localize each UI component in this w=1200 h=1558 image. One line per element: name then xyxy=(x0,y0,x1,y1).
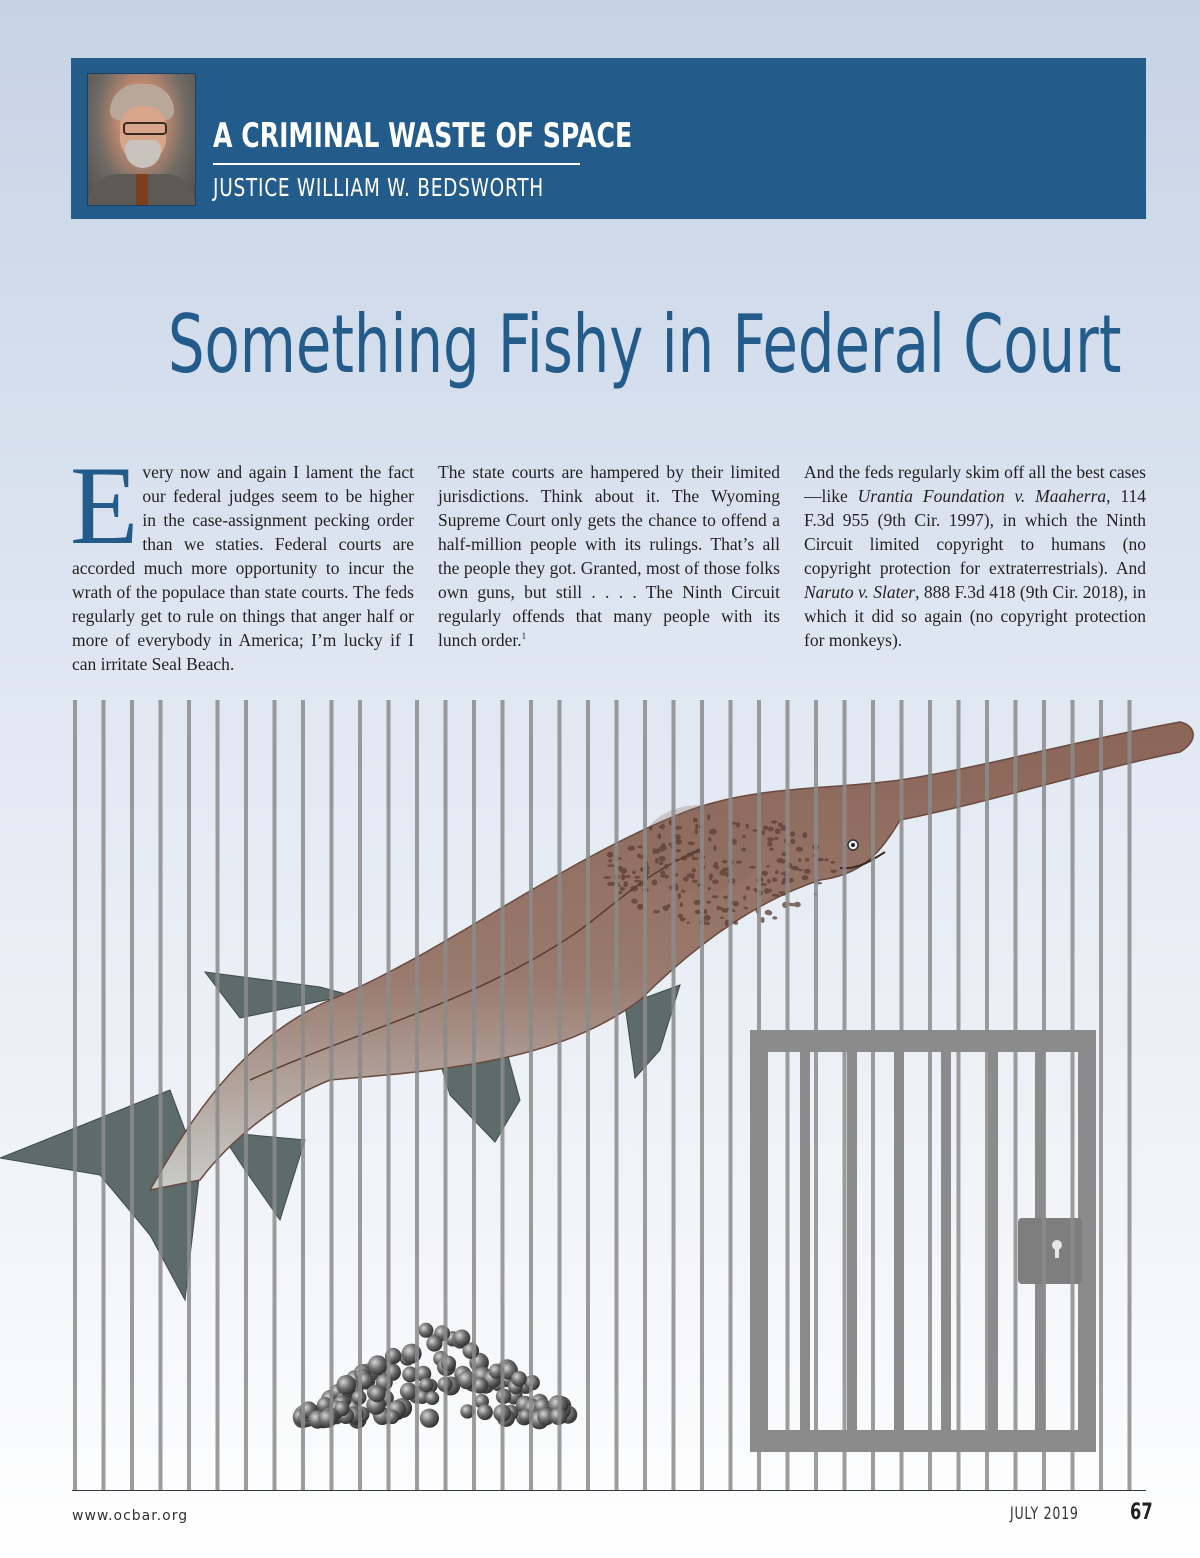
column-3-text-1: And the feds regularly skim off all the best cases—like xyxy=(804,462,1146,506)
column-3-text-3: , 888 F.3d 418 (9th Cir. 2018), in which it did so again (no copyright protection for monkeys). xyxy=(804,582,1146,650)
column-author: JUSTICE WILLIAM W. BEDSWORTH xyxy=(213,173,544,202)
author-photo xyxy=(87,73,196,206)
footer-rule xyxy=(72,1490,1146,1491)
column-2-text: The state courts are hampered by their limited jurisdictions. Think about it. The Wyoming Supreme Court only gets the chance to offend a half-million people with its rulings. That’s all the people they got. Granted, most of those folks own guns, but still . . . . The Ninth Circuit regularly offends that many people with its lunch order. xyxy=(438,462,780,650)
case-citation-naruto: Naruto v. Slater xyxy=(804,582,916,602)
footnote-marker: 1 xyxy=(521,631,527,642)
article-column-3 xyxy=(804,460,1146,652)
article-column-2 xyxy=(438,460,780,652)
page-number: 67 xyxy=(1130,1500,1153,1525)
article-title: Something Fishy in Federal Court xyxy=(167,298,1122,391)
caviar-pile xyxy=(293,1323,577,1430)
drop-cap: E xyxy=(70,444,139,568)
fish-anal-fin xyxy=(220,1132,305,1220)
footer-url: www.ocbar.org xyxy=(72,1508,189,1524)
column-title-underline xyxy=(213,163,580,165)
column-3-text-2: , 114 F.3d 955 (9th Cir. 1997), in which the Ninth Circuit limited copyright to humans (no copyright protection for extraterrestrials). And xyxy=(804,486,1146,578)
case-citation-urantia: Urantia Foundation v. Maaherra xyxy=(857,486,1107,506)
paddlefish-cage-illustration xyxy=(0,700,1200,1490)
column-header-band xyxy=(71,58,1146,219)
column-1-text: very now and again I lament the fact our federal judges seem to be higher in the case-assignment pecking order than we staties. Federal courts are accorded much more opportunity to incur the wrath of the populace than state courts. The feds regularly get to rule on things that anger half or more of everybody in America; I’m lucky if I can irritate Seal Beach. xyxy=(72,462,414,674)
column-title: A CRIMINAL WASTE OF SPACE xyxy=(213,116,633,156)
article-column-1 xyxy=(70,444,414,676)
footer-date: JULY 2019 xyxy=(1010,1504,1079,1524)
fish-tail-fin xyxy=(0,1090,200,1300)
